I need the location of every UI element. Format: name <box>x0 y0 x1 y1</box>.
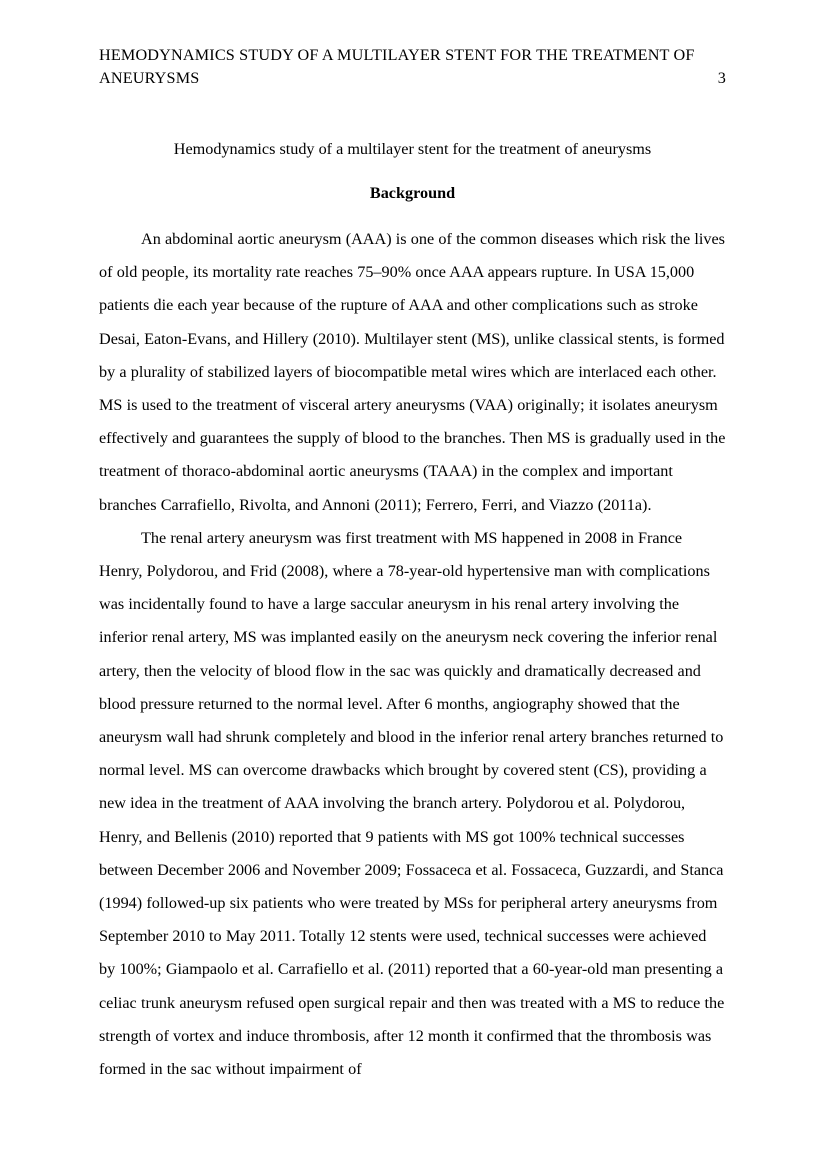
body-text <box>99 223 726 1086</box>
page-content <box>99 44 726 1086</box>
paragraph: The renal artery aneurysm was first treatment with MS happened in 2008 in France Henry, Polydorou, and Frid (2008), where a 78-year-old hypertensive man with complications was incidentally found to have a large saccular aneurysm in his renal artery involving the inferior renal artery, MS was implanted easily on the aneurysm neck covering the inferior renal artery, then the velocity of blood flow in the sac was quickly and dramatically decreased and blood pressure returned to the normal level. After 6 months, angiography showed that the aneurysm wall had shrunk completely and blood in the inferior renal artery branches returned to normal level. MS can overcome drawbacks which brought by covered stent (CS), providing a new idea in the treatment of AAA involving the branch artery. Polydorou et al. Polydorou, Henry, and Bellenis (2010) reported that 9 patients with MS got 100% technical successes between December 2006 and November 2009; Fossaceca et al. Fossaceca, Guzzardi, and Stanca (1994) followed-up six patients who were treated by MSs for peripheral artery aneurysms from September 2010 to May 2011. Totally 12 stents were used, technical successes were achieved by 100%; Giampaolo et al. Carrafiello et al. (2011) reported that a 60-year-old man presenting a celiac trunk aneurysm refused open surgical repair and then was treated with a MS to reduce the strength of vortex and induce thrombosis, after 12 month it confirmed that the thrombosis was formed in the sac without impairment of <box>99 528 725 1079</box>
page-title: Hemodynamics study of a multilayer stent for the treatment of aneurysms <box>173 140 652 158</box>
page-number: 3 <box>717 69 726 87</box>
section-heading-background: Background <box>369 184 456 202</box>
paragraph: An abdominal aortic aneurysm (AAA) is one of the common diseases which risk the lives of old people, its mortality rate reaches 75–90% once AAA appears rupture. In USA 15,000 patients die each year because of the rupture of AAA and other complications such as stroke Desai, Eaton-Evans, and Hillery (2010). Multilayer stent (MS), unlike classical stents, is formed by a plurality of stabilized layers of biocompatible metal wires which are interlaced each other. MS is used to the treatment of visceral artery aneurysms (VAA) originally; it isolates aneurysm effectively and guarantees the supply of blood to the branches. Then MS is gradually used in the treatment of thoraco-abdominal aortic aneurysms (TAAA) in the complex and important branches Carrafiello, Rivolta, and Annoni (2011); Ferrero, Ferri, and Viazzo (2011a). <box>99 230 726 514</box>
running-head <box>99 44 726 90</box>
running-head-text: HEMODYNAMICS STUDY OF A MULTILAYER STENT FOR THE TREATMENT OF ANEURYSMS <box>99 46 695 87</box>
